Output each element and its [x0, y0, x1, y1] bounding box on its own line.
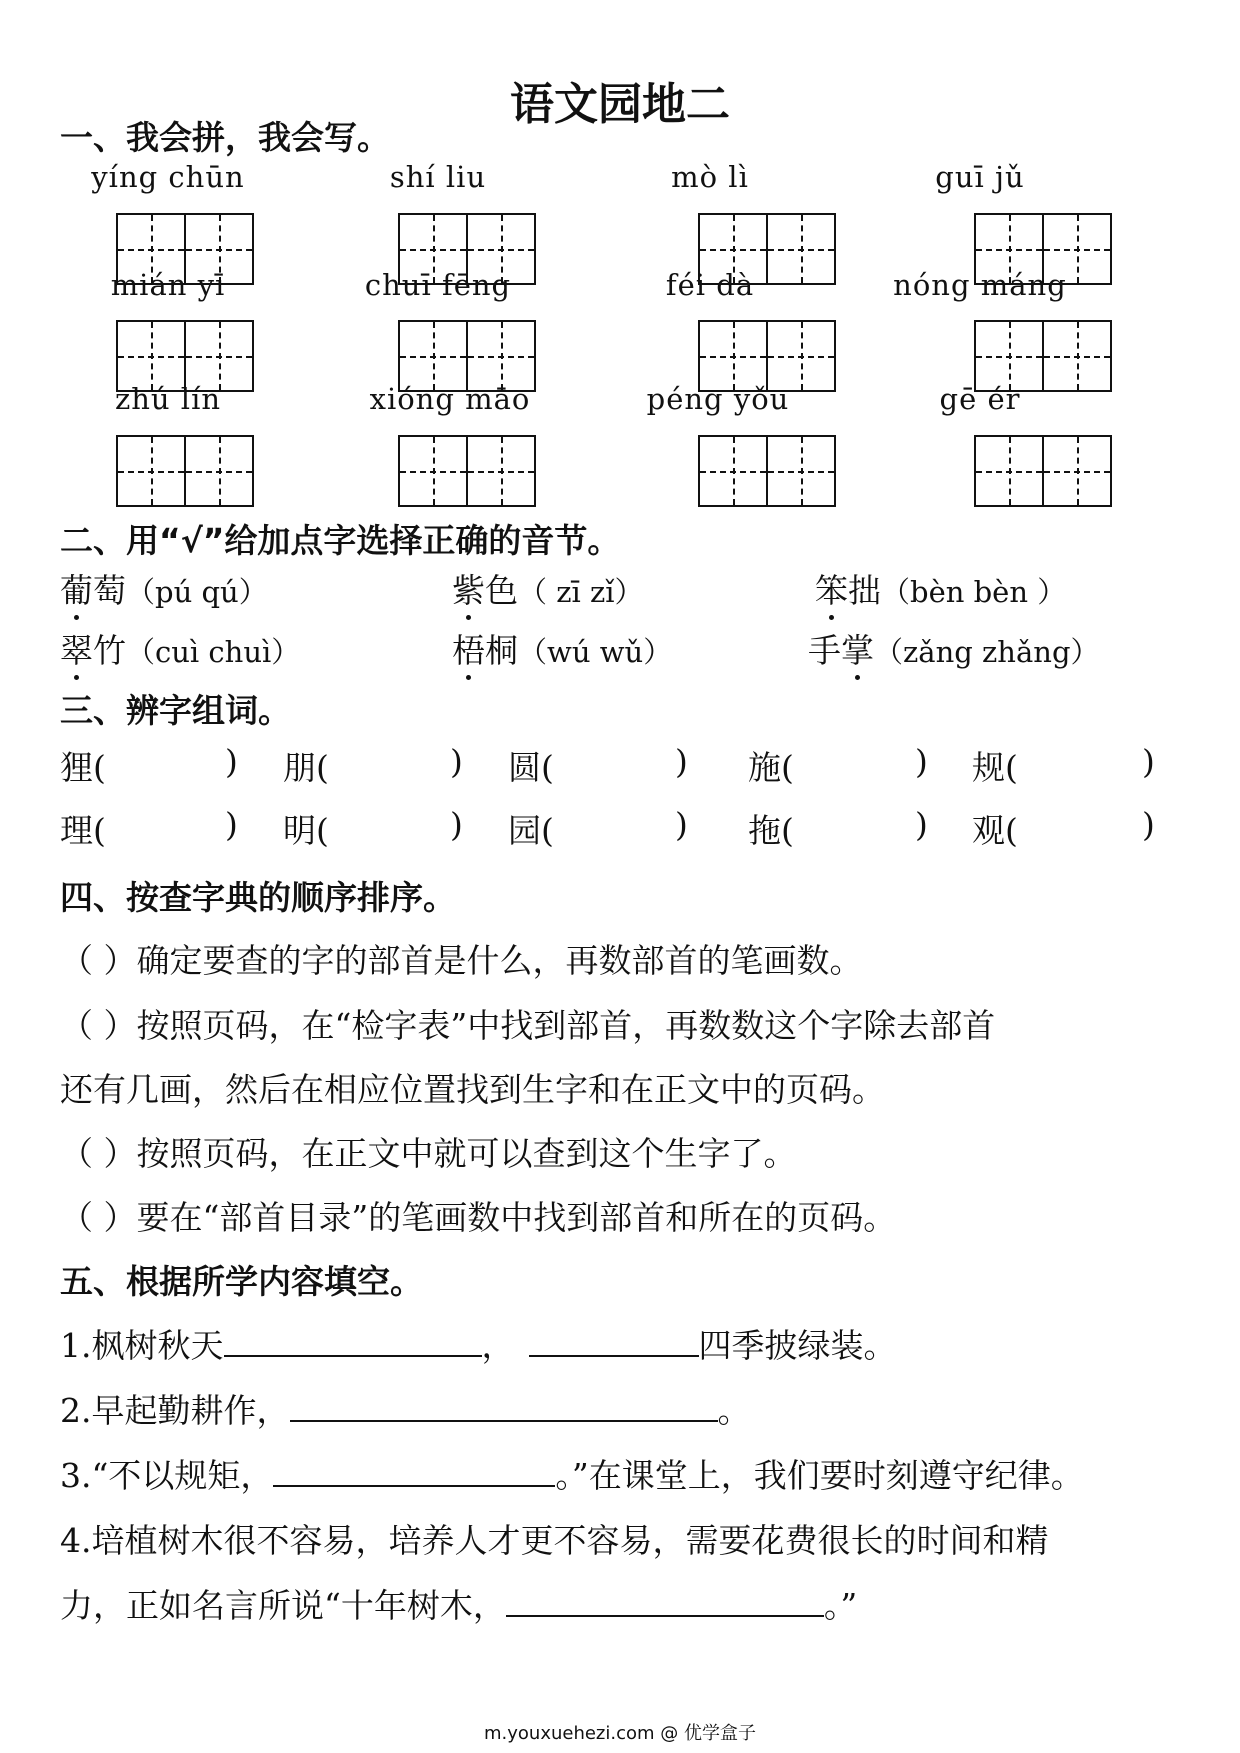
- pinyin-options[interactable]: （pú qú）: [126, 575, 268, 609]
- section-4-heading: 四、按查字典的顺序排序。: [60, 878, 456, 917]
- q3-item[interactable]: 狸(: [60, 748, 106, 787]
- q3-close: ): [675, 805, 688, 844]
- pinyin-label: gē ér: [939, 382, 1021, 416]
- pinyin-label: nóng máng: [893, 268, 1067, 302]
- pinyin-label: mò lì: [671, 160, 749, 194]
- q5-item-3: 3.“不以规矩， 。”在课堂上，我们要时刻遵守纪律。: [60, 1456, 1084, 1495]
- pinyin-label: guī jǔ: [935, 160, 1025, 194]
- q4-step: （ ）按照页码，在“检字表”中找到部首，再数数这个字除去部首: [60, 1006, 996, 1045]
- section-5-heading: 五、根据所学内容填空。: [60, 1262, 423, 1301]
- q3-item[interactable]: 园(: [508, 811, 554, 850]
- q4-step: （ ）按照页码，在正文中就可以查到这个生字了。: [60, 1134, 797, 1173]
- q3-item[interactable]: 明(: [283, 811, 329, 850]
- q2-item: 翠竹（cuì chuì）: [60, 625, 300, 672]
- pinyin-options[interactable]: （ zī zǐ）: [518, 575, 644, 609]
- section-2-heading: 二、用“√”给加点字选择正确的音节。: [60, 521, 621, 560]
- q5-item-4: 4.培植树木很不容易，培养人才更不容易，需要花费很长的时间和精: [60, 1521, 1049, 1560]
- q3-item[interactable]: 朋(: [283, 748, 329, 787]
- pinyin-label: mián yī: [110, 268, 226, 302]
- q2-item: 梧桐（wú wǔ）: [452, 625, 672, 672]
- footer-watermark: m.youxuehezi.com @ 优学盒子: [483, 1723, 756, 1744]
- writing-grid[interactable]: [398, 435, 536, 507]
- q3-close: ): [1142, 742, 1155, 781]
- pinyin-label: féi dà: [665, 268, 755, 302]
- writing-grid[interactable]: [974, 435, 1112, 507]
- q4-step-continued: 还有几画，然后在相应位置找到生字和在正文中的页码。: [60, 1070, 885, 1109]
- q3-close: ): [225, 805, 238, 844]
- q3-close: ): [1142, 805, 1155, 844]
- q3-close: ): [225, 742, 238, 781]
- page-title: 语文园地二: [510, 79, 730, 130]
- q5-item-1: 1.枫树秋天 ， 四季披绿装。: [60, 1326, 897, 1365]
- q3-item[interactable]: 观(: [972, 811, 1018, 850]
- q3-close: ): [450, 742, 463, 781]
- pinyin-label: péng yǒu: [646, 382, 790, 416]
- q3-close: ): [675, 742, 688, 781]
- answer-blank[interactable]: [529, 1325, 699, 1357]
- q3-close: ): [915, 742, 928, 781]
- q5-item-4-continued: 力，正如名言所说“十年树木， 。”: [60, 1586, 858, 1625]
- q2-item: 笨拙（bèn bèn ）: [815, 565, 1066, 612]
- q3-item[interactable]: 圆(: [508, 748, 554, 787]
- pinyin-options[interactable]: （wú wǔ）: [518, 635, 673, 669]
- pinyin-options[interactable]: （bèn bèn ）: [881, 575, 1067, 609]
- answer-blank[interactable]: [224, 1325, 482, 1357]
- answer-blank[interactable]: [273, 1455, 555, 1487]
- q3-item[interactable]: 理(: [60, 811, 106, 850]
- writing-grid[interactable]: [116, 435, 254, 507]
- answer-blank[interactable]: [506, 1585, 824, 1617]
- writing-grid[interactable]: [698, 435, 836, 507]
- q2-item: 手掌（zǎng zhǎng）: [808, 625, 1100, 672]
- q3-close: ): [915, 805, 928, 844]
- q3-item[interactable]: 拖(: [748, 811, 794, 850]
- q3-item[interactable]: 施(: [748, 748, 794, 787]
- answer-blank[interactable]: [290, 1390, 718, 1422]
- q2-item: 紫色（ zī zǐ）: [452, 565, 644, 612]
- section-3-heading: 三、辨字组词。: [60, 691, 291, 730]
- section-1-heading: 一、我会拼，我会写。: [60, 118, 390, 157]
- q3-close: ): [450, 805, 463, 844]
- q4-step: （ ）要在“部首目录”的笔画数中找到部首和所在的页码。: [60, 1198, 897, 1237]
- q2-item: 葡萄（pú qú）: [60, 565, 268, 612]
- pinyin-label: yíng chūn: [91, 160, 245, 194]
- pinyin-label: shí liu: [389, 160, 487, 194]
- pinyin-options[interactable]: （zǎng zhǎng）: [874, 635, 1100, 669]
- q4-step: （ ）确定要查的字的部首是什么，再数部首的笔画数。: [60, 941, 863, 980]
- pinyin-label: zhú lín: [114, 382, 222, 416]
- pinyin-label: xióng māo: [369, 382, 531, 416]
- pinyin-label: chuī fēng: [364, 268, 512, 302]
- q5-item-2: 2.早起勤耕作， 。: [60, 1391, 751, 1430]
- q3-item[interactable]: 规(: [972, 748, 1018, 787]
- pinyin-options[interactable]: （cuì chuì）: [126, 635, 301, 669]
